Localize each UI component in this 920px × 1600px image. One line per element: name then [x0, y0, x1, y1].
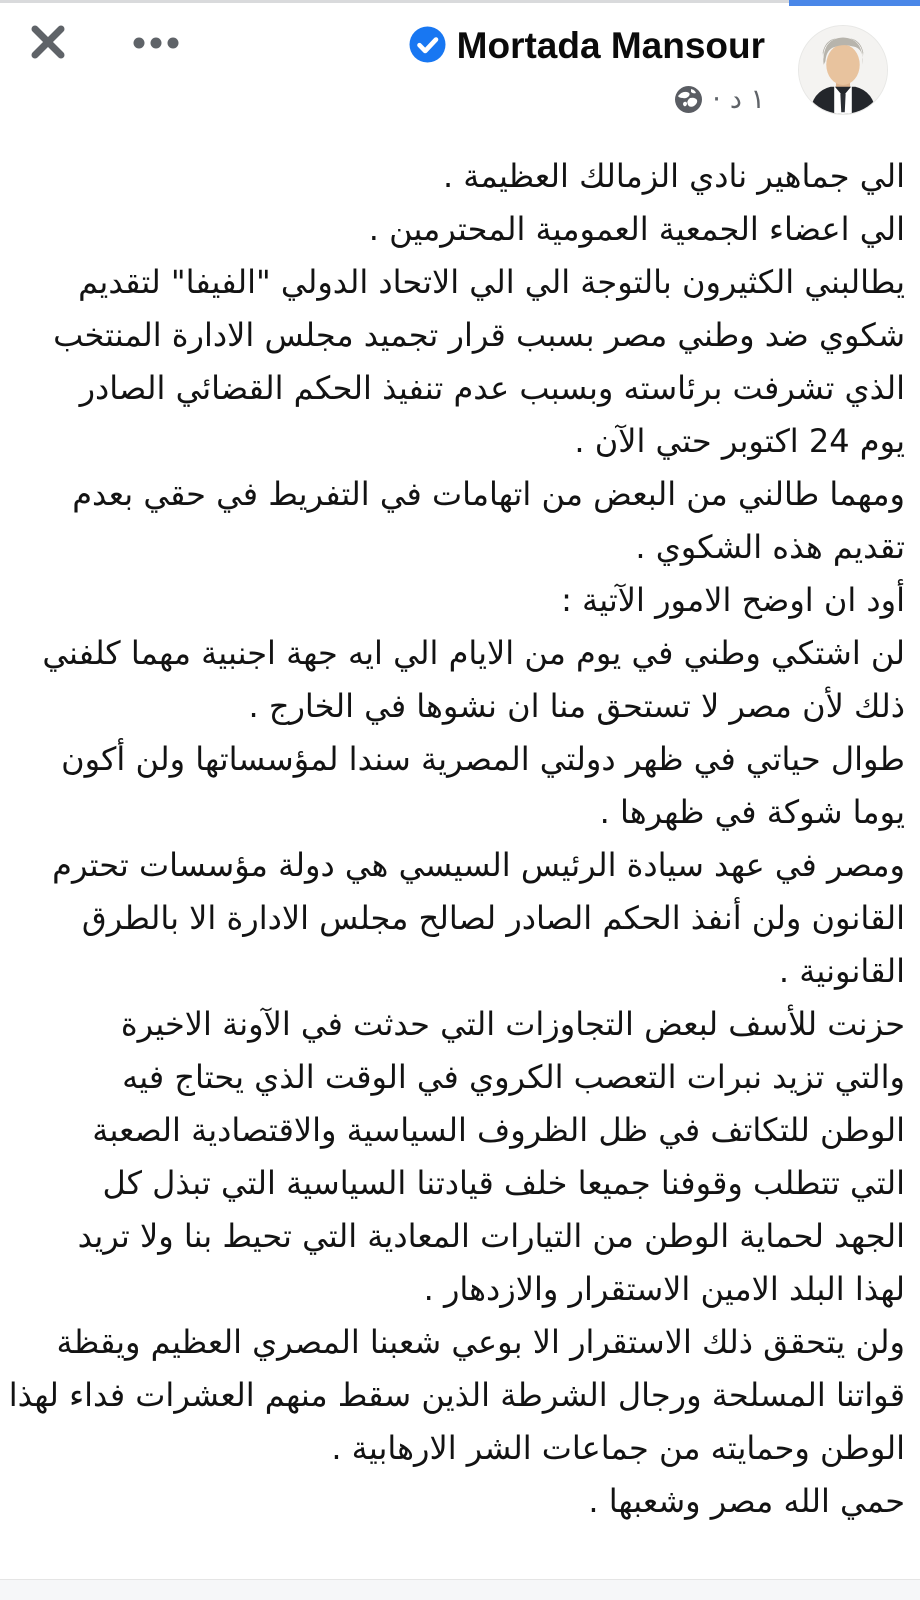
post-line: قواتنا المسلحة ورجال الشرطة الذين سقط منهم العشرات فداء لهذا [8, 1376, 905, 1414]
post-line: ومهما طالني من البعض من اتهامات في التفريط في حقي بعدم [72, 475, 905, 513]
post-line: ولن يتحقق ذلك الاستقرار الا بوعي شعبنا المصري العظيم ويقظة [56, 1323, 905, 1361]
post-line: والتي تزيد نبرات التعصب الكروي في الوقت الذي يحتاج فيه [122, 1058, 905, 1096]
post-line: شكوي ضد وطني مصر بسبب قرار تجميد مجلس الادارة المنتخب [53, 316, 905, 354]
meta-separator: · [712, 84, 721, 115]
post-line: الي اعضاء الجمعية العمومية المحترمين . [368, 210, 905, 248]
post-line: القانون ولن أنفذ الحكم الصادر لصالح مجلس الادارة الا بالطرق [81, 899, 905, 937]
timestamp: ١ د [729, 84, 765, 115]
post-body [10, 150, 905, 1528]
post-line: حمي الله مصر وشعبها . [588, 1482, 905, 1520]
post-line: ذلك لأن مصر لا تستحق منا ان نشوها في الخارج . [248, 687, 905, 725]
post-line: يوما شوكة في ظهرها . [599, 793, 905, 831]
close-button[interactable] [26, 20, 70, 64]
post-line: لهذا البلد الامين الاستقرار والازدهار . [423, 1270, 905, 1308]
close-x-icon [26, 52, 70, 67]
post-meta-row[interactable] [674, 84, 765, 115]
verified-badge-icon [409, 26, 446, 67]
top-progress-track [0, 0, 920, 3]
post-line: الجهد لحماية الوطن من التيارات المعادية التي تحيط بنا ولا تريد [77, 1217, 905, 1255]
footer-divider [0, 1579, 920, 1600]
author-name: Mortada Mansour [456, 25, 765, 66]
author-name-row[interactable] [409, 24, 765, 68]
top-progress-fill [789, 0, 920, 6]
post-line: الوطن للتكاتف في ظل الظروف السياسية والاقتصادية الصعبة [92, 1111, 905, 1149]
post-line: لن اشتكي وطني في يوم من الايام الي ايه جهة اجنبية مهما كلفني [42, 634, 905, 672]
post-line: التي تتطلب وقوفنا جميعا خلف قيادتنا السياسية التي تبذل كل [102, 1164, 905, 1202]
post-line: يطالبني الكثيرون بالتوجة الي الي الاتحاد الدولي "الفيفا" لتقديم [78, 263, 905, 301]
post-line: ومصر في عهد سيادة الرئيس السيسي هي دولة مؤسسات تحترم [52, 846, 905, 884]
post-line: تقديم هذه الشكوي . [635, 528, 905, 566]
post-line: يوم 24 اكتوبر حتي الآن . [574, 422, 905, 460]
avatar[interactable] [798, 25, 888, 115]
post-line: الوطن وحمايته من جماعات الشر الارهابية . [331, 1429, 905, 1467]
three-dots-menu-icon [128, 44, 184, 59]
post-line: أود ان اوضح الامور الآتية : [561, 581, 905, 619]
post-line: طوال حياتي في ظهر دولتي المصرية سندا لمؤسساتها ولن أكون [61, 740, 905, 778]
post-line: حزنت للأسف لبعض التجاوزات التي حدثت في الآونة الاخيرة [120, 1005, 905, 1043]
post-line: الي جماهير نادي الزمالك العظيمة . [442, 157, 905, 195]
more-options-button[interactable] [128, 30, 184, 56]
globe-public-icon [674, 85, 703, 114]
post-line: القانونية . [778, 952, 905, 990]
post-line: الذي تشرفت برئاسته وبسبب عدم تنفيذ الحكم القضائي الصادر [79, 369, 905, 407]
